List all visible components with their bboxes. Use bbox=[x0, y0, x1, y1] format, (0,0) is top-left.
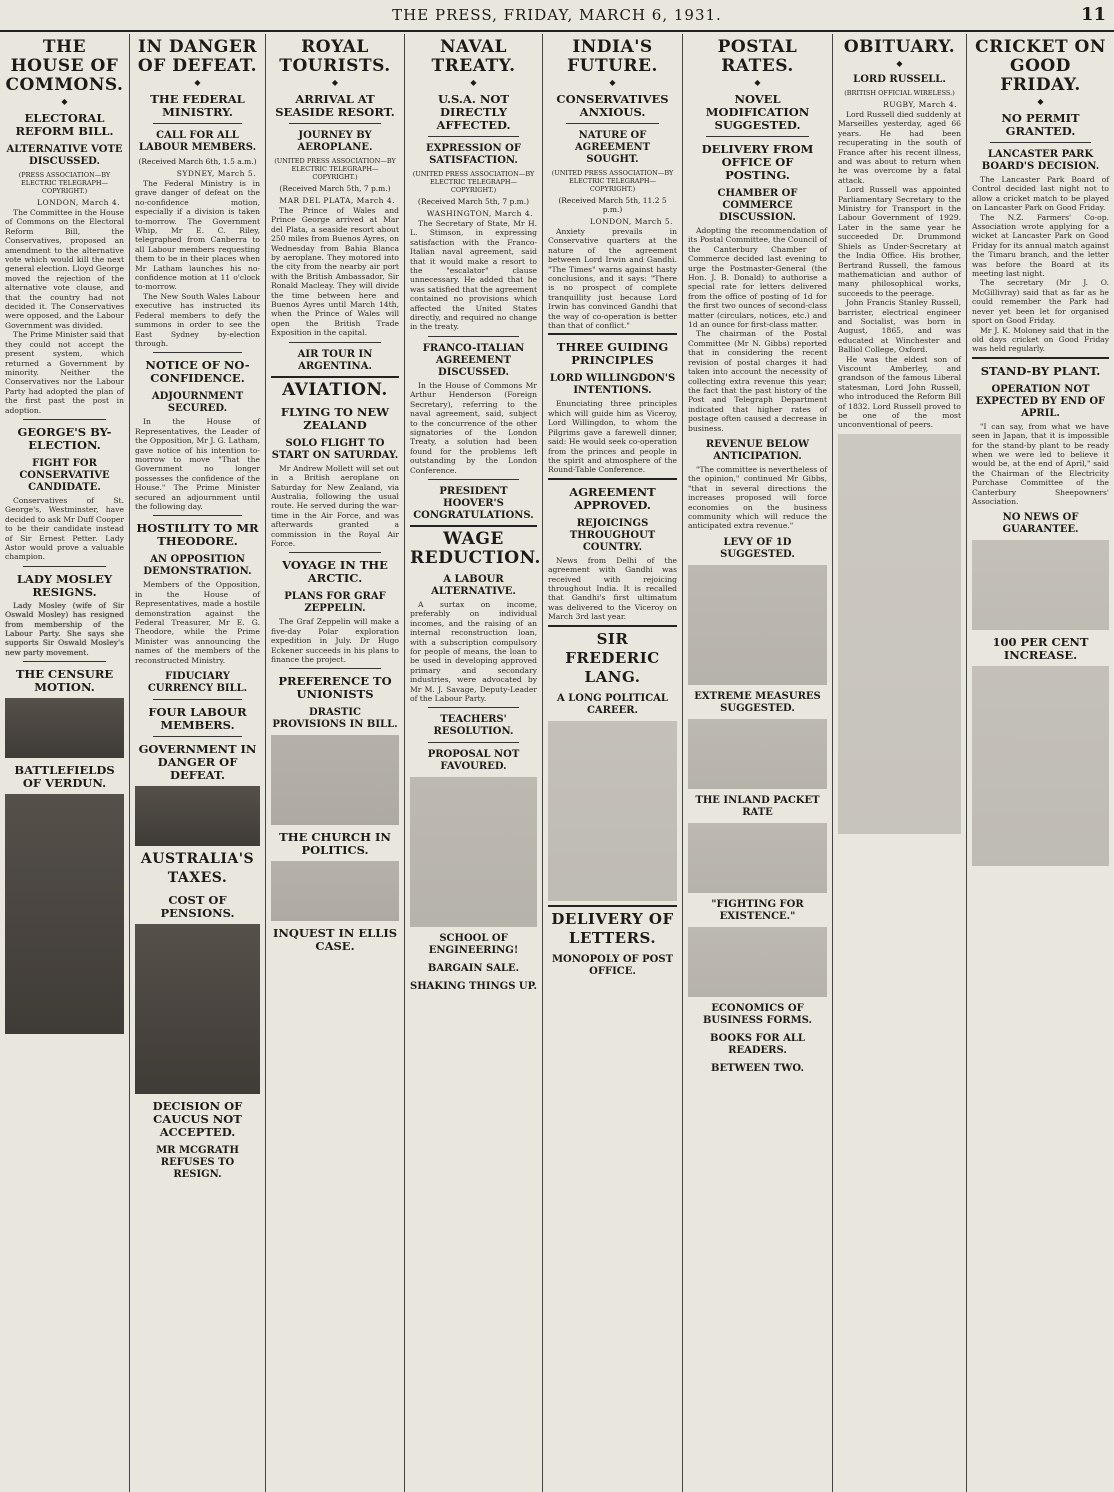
faded-print-area bbox=[548, 721, 677, 901]
subhead: LEVY OF 1D SUGGESTED. bbox=[720, 536, 795, 560]
subhead: NO NEWS OF GUARANTEE. bbox=[1002, 512, 1079, 536]
divider bbox=[271, 376, 399, 378]
column-headline: IN DANGER OF DEFEAT. bbox=[137, 37, 258, 76]
paragraph: Enunciating three principles which will guide him as Viceroy, Lord Willingdon, to whom the Pilgrims gave a farewell dinner, said: He would seek co-operation from the princes and people in the spirit and atmosphere of the Round-Table Conference. bbox=[548, 399, 677, 475]
subhead: LORD RUSSELL. bbox=[853, 74, 946, 85]
subhead: GEORGE'S BY-ELECTION. bbox=[17, 424, 112, 452]
subhead: REJOICINGS THROUGHOUT COUNTRY. bbox=[569, 517, 656, 553]
faded-print-area bbox=[135, 786, 260, 846]
divider bbox=[289, 123, 381, 124]
subhead: BETWEEN TWO. bbox=[711, 1062, 804, 1074]
paragraph: In the House of Commons Mr Arthur Henderson (Foreign Secretary), referring to the naval agreement, said, subject to the concurrence of the other signatories of the London Treaty, a solution had been found for the problems left outstanding by the London Conference. bbox=[410, 380, 537, 475]
paragraph: In the House of Representatives, the Leader of the Opposition, Mr J. G. Latham, gave notice of his intention to-morrow to move "That the Government no longer possesses the confidence of the House." The Prime Minister secured an adjournment until the following day. bbox=[135, 417, 260, 511]
subhead: NOTICE OF NO-CONFIDENCE. bbox=[145, 358, 250, 386]
faded-print-area bbox=[688, 927, 827, 997]
place-dateline: WASHINGTON, March 4. bbox=[426, 209, 533, 218]
subhead: AUSTRALIA'S TAXES. bbox=[140, 851, 255, 887]
credit-line: (BRITISH OFFICIAL WIRELESS.) bbox=[844, 89, 955, 97]
divider bbox=[153, 736, 242, 737]
subhead: VOYAGE IN THE ARCTIC. bbox=[282, 558, 388, 586]
subhead: A LABOUR ALTERNATIVE. bbox=[431, 573, 516, 597]
subhead: COST OF PENSIONS. bbox=[160, 893, 235, 921]
paragraph: Mr Andrew Mollett will set out in a British aeroplane on Saturday for New Zealand, via Australia, following the usual route. He served during the war-time in the Air Force, and was afterwards granted a commission in the Royal Air Force. bbox=[271, 463, 399, 548]
subhead: A LONG POLITICAL CAREER. bbox=[557, 692, 668, 716]
paragraph: "I can say, from what we have seen in Japan, that it is impossible for the stand-by plant to be ready when we were led to believe it would be, at the end of April," said the Chairman of the Electricity Purchase Committee of the Canterbury Sheepowners' Association. bbox=[972, 421, 1109, 506]
subhead: THREE GUIDING PRINCIPLES bbox=[556, 340, 669, 368]
subhead: GOVERNMENT IN DANGER OF DEFEAT. bbox=[138, 742, 257, 783]
subhead: CONSERVATIVES ANXIOUS. bbox=[556, 92, 669, 119]
divider bbox=[990, 142, 1091, 143]
paragraph: News from Delhi of the agreement with Gandhi was received with rejoicing throughout India. It is recalled that Gandhi's first ultimatum was delivered to the Viceroy on March 3rd last year. bbox=[548, 555, 677, 622]
ornament: ◆ bbox=[194, 78, 201, 87]
paragraph: Anxiety prevails in Conservative quarters at the nature of the agreement between Lord Irwin and Gandhi. "The Times" warns against hasty conclusions, and it says: "There is no prospect of complete tranquillity just because Lord Irwin has convinced Gandhi that the way of co-operation is better than that of conflict." bbox=[548, 227, 677, 331]
faded-print-area bbox=[5, 698, 124, 758]
faded-print-area bbox=[271, 735, 399, 825]
received-dateline: (Received March 6th, 1.5 a.m.) bbox=[138, 157, 257, 166]
section-headline: AVIATION. bbox=[282, 379, 388, 400]
subhead: NO PERMIT GRANTED. bbox=[1001, 111, 1080, 138]
paragraph: A surtax on income, preferably on individual incomes, and the raising of an internal reconstruction loan, with a subscription compulsory for people of means, the loan to be used in developing approved primary and secondary industries, were advocated by Mr M. J. Savage, Deputy-Leader of the Labour Party. bbox=[410, 599, 537, 703]
divider bbox=[153, 699, 242, 700]
columns bbox=[0, 34, 1114, 1492]
divider bbox=[410, 525, 537, 527]
faded-print-area bbox=[410, 777, 537, 927]
column-postal-rates bbox=[683, 34, 833, 1492]
credit-line: (UNITED PRESS ASSOCIATION—BY ELECTRIC TELEGRAPH—COPYRIGHT.) bbox=[274, 157, 396, 181]
subhead: STAND-BY PLANT. bbox=[980, 363, 1101, 378]
column-royal-tourists bbox=[266, 34, 405, 1492]
place-dateline: LONDON, March 5. bbox=[589, 217, 673, 226]
faded-print-area bbox=[5, 794, 124, 1034]
subhead: CALL FOR ALL LABOUR MEMBERS. bbox=[138, 130, 257, 153]
paragraph: The chairman of the Postal Committee (Mr N. Gibbs) reported that in considering the recent revision of postal charges it had taken into account the necessity of collecting extra revenue this year; the fact that the past history of the Post and Telegraph Department indicated that higher rates of postage often caused a decrease in business. bbox=[688, 329, 827, 433]
divider bbox=[706, 136, 809, 137]
paragraph: Lord Russell was appointed Parliamentary Secretary to the Ministry for Transport in the Labour Government of 1929. Later in the same year he succeeded Dr. Drummond Shiels as Under-Secretary at the India Office. His brother, Bertrand Russell, the famous mathematician and author of many philosophical works, succeeds to the peerage. bbox=[838, 185, 961, 298]
subhead: BARGAIN SALE. bbox=[427, 963, 520, 975]
faded-print-area bbox=[135, 924, 260, 1094]
faded-print-area bbox=[972, 540, 1109, 630]
subhead: THE INLAND PACKET RATE bbox=[695, 794, 820, 818]
column-headline: CRICKET ON GOOD FRIDAY. bbox=[975, 37, 1106, 95]
credit-line: (UNITED PRESS ASSOCIATION—BY ELECTRIC TELEGRAPH—COPYRIGHT.) bbox=[412, 170, 535, 194]
subhead: NOVEL MODIFICATION SUGGESTED. bbox=[705, 92, 810, 132]
ornament: ◆ bbox=[1037, 97, 1044, 106]
subhead: HOSTILITY TO MR THEODORE. bbox=[136, 521, 259, 549]
subhead: PREFERENCE TO UNIONISTS bbox=[278, 674, 392, 702]
received-dateline: (Received March 5th, 7 p.m.) bbox=[279, 184, 391, 193]
faded-print-area bbox=[838, 434, 961, 834]
subhead: "FIGHTING FOR EXISTENCE." bbox=[711, 898, 804, 922]
subhead: LANCASTER PARK BOARD'S DECISION. bbox=[981, 149, 1100, 172]
paragraph: The Secretary of State, Mr H. L. Stimson, in expressing satisfaction with the Franco-Italian naval agreement, said that it would make a resort to the "escalator" clause unnecessary. He added that he was satisfied that the agreement contained no provisions which affected the United States directly, and required no change in the treaty. bbox=[410, 219, 537, 332]
paragraph: Conservatives of St. George's, Westminster, have decided to ask Mr Duff Cooper to be their candidate instead of Sir Ernest Petter. Lady Astor would prove a valuable champion. bbox=[5, 495, 124, 562]
paragraph: The N.Z. Farmers' Co-op. Association wrote applying for a wicket at Lancaster Park on Good Friday for its annual match against the Timaru branch, and the letter was before the Board at its meeting last night. bbox=[972, 212, 1109, 279]
section-headline: WAGE REDUCTION. bbox=[410, 528, 541, 568]
subhead: BATTLEFIELDS OF VERDUN. bbox=[14, 763, 115, 791]
subhead: MONOPOLY OF POST OFFICE. bbox=[551, 953, 674, 977]
subhead: FLYING TO NEW ZEALAND bbox=[280, 404, 390, 432]
subhead: TEACHERS' RESOLUTION. bbox=[433, 714, 514, 738]
received-dateline: (Received March 5th, 7 p.m.) bbox=[417, 197, 530, 206]
column-cricket bbox=[967, 34, 1114, 1492]
subhead: ADJOURNMENT SECURED. bbox=[151, 391, 244, 415]
paragraph: He was the eldest son of Viscount Amberley, and grandson of the famous Liberal statesman, Lord John Russell, who introduced the Reform Bill of 1832. Lord Russell proved to be one of the most unconventional of peers. bbox=[838, 354, 961, 430]
masthead-title: THE PRESS, FRIDAY, MARCH 6, 1931. bbox=[392, 6, 722, 24]
paragraph: The New South Wales Labour executive has instructed its Federal members to defy the summons in order to see the East Sydney by-election through. bbox=[135, 291, 260, 348]
ornament: ◆ bbox=[61, 97, 68, 106]
divider bbox=[548, 625, 677, 627]
ornament: ◆ bbox=[754, 78, 761, 87]
column-headline: ROYAL TOURISTS. bbox=[279, 37, 391, 76]
ornament: ◆ bbox=[470, 78, 477, 87]
subhead: SHAKING THINGS UP. bbox=[410, 981, 537, 993]
divider bbox=[548, 905, 677, 907]
subhead: REVENUE BELOW ANTICIPATION. bbox=[705, 438, 810, 462]
divider bbox=[23, 661, 106, 662]
subhead: CHAMBER OF COMMERCE DISCUSSION. bbox=[717, 188, 798, 223]
subhead: FRANCO-ITALIAN AGREEMENT DISCUSSED. bbox=[422, 342, 525, 378]
subhead: FOUR LABOUR MEMBERS. bbox=[148, 705, 247, 733]
divider bbox=[289, 552, 381, 553]
subhead: ARRIVAL AT SEASIDE RESORT. bbox=[275, 92, 395, 119]
divider bbox=[972, 357, 1109, 359]
divider bbox=[428, 336, 519, 337]
paragraph: The Graf Zeppelin will make a five-day Polar exploration expedition in July. Dr Hugo Eckener succeeds in his plans to finance the project. bbox=[271, 617, 399, 664]
received-dateline: (Received March 5th, 11.2 5 p.m.) bbox=[558, 196, 667, 214]
paragraph: The secretary (Mr J. O. McGillivray) said that as far as he could remember the Park had never yet been let for organised sport on Good Friday. bbox=[972, 278, 1109, 326]
divider bbox=[289, 342, 381, 343]
divider bbox=[428, 742, 519, 743]
subhead: ELECTORAL REFORM BILL. bbox=[15, 111, 114, 138]
paragraph: Lady Mosley (wife of Sir Oswald Mosley) has resigned from membership of the Labour Party. She says she supports Sir Oswald Mosley's new party movement. bbox=[5, 600, 124, 657]
subhead: LADY MOSLEY RESIGNS. bbox=[16, 571, 113, 599]
subhead: NATURE OF AGREEMENT SOUGHT. bbox=[574, 130, 651, 165]
column-headline: OBITUARY. bbox=[843, 37, 956, 57]
divider bbox=[23, 419, 106, 420]
divider bbox=[428, 707, 519, 708]
subhead: AGREEMENT APPROVED. bbox=[569, 484, 656, 512]
ornament: ◆ bbox=[896, 59, 903, 68]
subhead: BOOKS FOR ALL READERS. bbox=[710, 1032, 805, 1056]
subhead: AIR TOUR IN ARGENTINA. bbox=[297, 348, 373, 372]
paragraph: The Prime Minister said that they could not accept the present system, which returned a Government by minority. Neither the Conservatives nor the Labour Party had adopted the plan of the first past the post in adoption. bbox=[5, 330, 124, 415]
subhead: INQUEST IN ELLIS CASE. bbox=[272, 926, 398, 954]
place-dateline: SYDNEY, March 5. bbox=[176, 169, 256, 178]
paragraph: The Lancaster Park Board of Control decided last night not to allow a cricket match to be played on Lancaster Park on Good Friday. bbox=[972, 175, 1109, 213]
subhead: EXPRESSION OF SATISFACTION. bbox=[426, 143, 521, 166]
ornament: ◆ bbox=[609, 78, 616, 87]
credit-line: (UNITED PRESS ASSOCIATION—BY ELECTRIC TELEGRAPH—COPYRIGHT.) bbox=[551, 169, 674, 193]
divider bbox=[548, 478, 677, 480]
column-headline: NAVAL TREATY. bbox=[431, 37, 516, 76]
section-headline: DELIVERY OF LETTERS. bbox=[551, 909, 674, 947]
subhead: 100 PER CENT INCREASE. bbox=[992, 635, 1089, 663]
subhead: THE CENSURE MOTION. bbox=[15, 667, 114, 695]
column-house-of-commons bbox=[0, 34, 130, 1492]
divider bbox=[153, 352, 242, 353]
divider bbox=[23, 566, 106, 567]
subhead: PRESIDENT HOOVER'S CONGRATULATIONS. bbox=[413, 485, 534, 521]
subhead: AN OPPOSITION DEMONSTRATION. bbox=[143, 554, 252, 578]
paragraph: The Committee in the House of Commons on the Electoral Reform Bill, the Conservatives, proposed an amendment to the alternative vote which would kill the next general election. Lloyd George moved the rejection of the alternative vote clause, and that the country had not decided it. The Conservatives were opposed, and the Labour Government was divided. bbox=[5, 208, 124, 330]
subhead: LORD WILLINGDON'S INTENTIONS. bbox=[549, 373, 676, 397]
paragraph: John Francis Stanley Russell, barrister, electrical engineer and Socialist, was born in August, 1865, and was educated at Winchester and Balliol College, Oxford. bbox=[838, 298, 961, 355]
paragraph: Mr J. K. Moloney said that in the old days cricket on Good Friday was held regularly. bbox=[972, 325, 1109, 354]
subhead: SOLO FLIGHT TO START ON SATURDAY. bbox=[271, 437, 399, 461]
faded-print-area bbox=[688, 823, 827, 893]
faded-print-area bbox=[972, 666, 1109, 866]
section-headline: SIR FREDERIC LANG. bbox=[565, 629, 660, 686]
paragraph: "The committee is nevertheless of the opinion," continued Mr Gibbs, "that in several directions the increases proposed will force economies on the business community which will reduce the anticipated extra revenue." bbox=[688, 464, 828, 531]
paragraph: The Prince of Wales and Prince George arrived at Mar del Plata, a seaside resort about 250 miles from Buenos Ayres, on Wednesday from Bahia Blanca by aeroplane. They motored into the city from the nearby air port with the British Ambassador, Sir Ronald Macleay. They will divide the time between here and Buenos Ayres until March 14th, when the Prince of Wales will open the British Trade Exposition in the capital. bbox=[271, 206, 399, 338]
subhead: SCHOOL OF ENGINEERING! bbox=[428, 933, 519, 957]
subhead: FIGHT FOR CONSERVATIVE CANDIDATE. bbox=[19, 457, 110, 493]
faded-print-area bbox=[271, 861, 399, 921]
masthead bbox=[0, 0, 1114, 32]
paragraph: The Federal Ministry is in grave danger of defeat on the no-confidence motion, especially if a division is taken to-morrow. The Government Whip, Mr E. C. Riley, telegraphed from Canberra to all Labour members requesting them to be in their places when Mr Latham launches his no-confidence motion at 11 o'clock to-morrow. bbox=[135, 179, 260, 292]
column-indias-future bbox=[543, 34, 683, 1492]
subhead: ALTERNATIVE VOTE DISCUSSED. bbox=[6, 144, 123, 167]
divider bbox=[428, 136, 519, 137]
column-headline: THE HOUSE OF COMMONS. bbox=[5, 37, 124, 95]
subhead: DRASTIC PROVISIONS IN BILL. bbox=[272, 707, 398, 731]
divider bbox=[566, 123, 659, 124]
column-headline: POSTAL RATES. bbox=[717, 37, 798, 76]
divider bbox=[153, 123, 242, 124]
subhead: OPERATION NOT EXPECTED BY END OF APRIL. bbox=[975, 383, 1106, 419]
page-number: 11 bbox=[1080, 4, 1106, 25]
subhead: JOURNEY BY AEROPLANE. bbox=[297, 130, 373, 153]
subhead: EXTREME MEASURES SUGGESTED. bbox=[694, 690, 821, 714]
subhead: THE CHURCH IN POLITICS. bbox=[279, 830, 391, 858]
column-headline: INDIA'S FUTURE. bbox=[567, 37, 658, 76]
subhead: ECONOMICS OF BUSINESS FORMS. bbox=[702, 1002, 813, 1026]
subhead: U.S.A. NOT DIRECTLY AFFECTED. bbox=[436, 92, 511, 132]
subhead: PLANS FOR GRAF ZEPPELIN. bbox=[284, 591, 386, 615]
faded-print-area bbox=[688, 565, 827, 685]
subhead: MR MCGRATH REFUSES TO RESIGN. bbox=[156, 1145, 239, 1181]
ornament: ◆ bbox=[331, 78, 339, 87]
place-dateline: LONDON, March 4. bbox=[36, 198, 120, 207]
subhead: DECISION OF CAUCUS NOT ACCEPTED. bbox=[152, 1099, 243, 1140]
faded-print-area bbox=[688, 719, 827, 789]
column-naval-treaty bbox=[405, 34, 543, 1492]
credit-line: (PRESS ASSOCIATION—BY ELECTRIC TELEGRAPH—COPYRIGHT.) bbox=[18, 171, 111, 195]
divider bbox=[153, 515, 242, 516]
subhead: FIDUCIARY CURRENCY BILL. bbox=[147, 671, 248, 695]
divider bbox=[428, 479, 519, 480]
column-danger-of-defeat bbox=[130, 34, 266, 1492]
divider bbox=[548, 333, 677, 335]
paragraph: Members of the Opposition, in the House of Representatives, made a hostile demonstration against the Federal Treasurer, Mr E. G. Theodore, while the Prime Minister was announcing the names of the members of the reconstructed Ministry. bbox=[135, 580, 260, 665]
subhead: DELIVERY FROM OFFICE OF POSTING. bbox=[701, 142, 814, 182]
subhead: THE FEDERAL MINISTRY. bbox=[150, 92, 245, 119]
paragraph: Adopting the recommendation of its Postal Committee, the Council of the Canterbury Chamber of Commerce decided last evening to urge the Postmaster-General (the Hon. J. B. Donald) to authorise a special rate for letters delivered from the office of posting of 1d for the first two ounces of second-class matter (circulars, notices, etc.) and 1d an ounce for first-class matter. bbox=[688, 226, 827, 330]
place-dateline: RUGBY, March 4. bbox=[883, 100, 957, 109]
place-dateline: MAR DEL PLATA, March 4. bbox=[279, 196, 395, 205]
divider bbox=[289, 668, 381, 669]
column-obituary bbox=[833, 34, 967, 1492]
subhead: PROPOSAL NOT FAVOURED. bbox=[427, 749, 520, 773]
paragraph: Lord Russell died suddenly at Marseilles yesterday, aged 66 years. He had been recuperating in the south of France after his recent illness, and was about to return when he was overcome by a fatal attack. bbox=[838, 110, 961, 185]
